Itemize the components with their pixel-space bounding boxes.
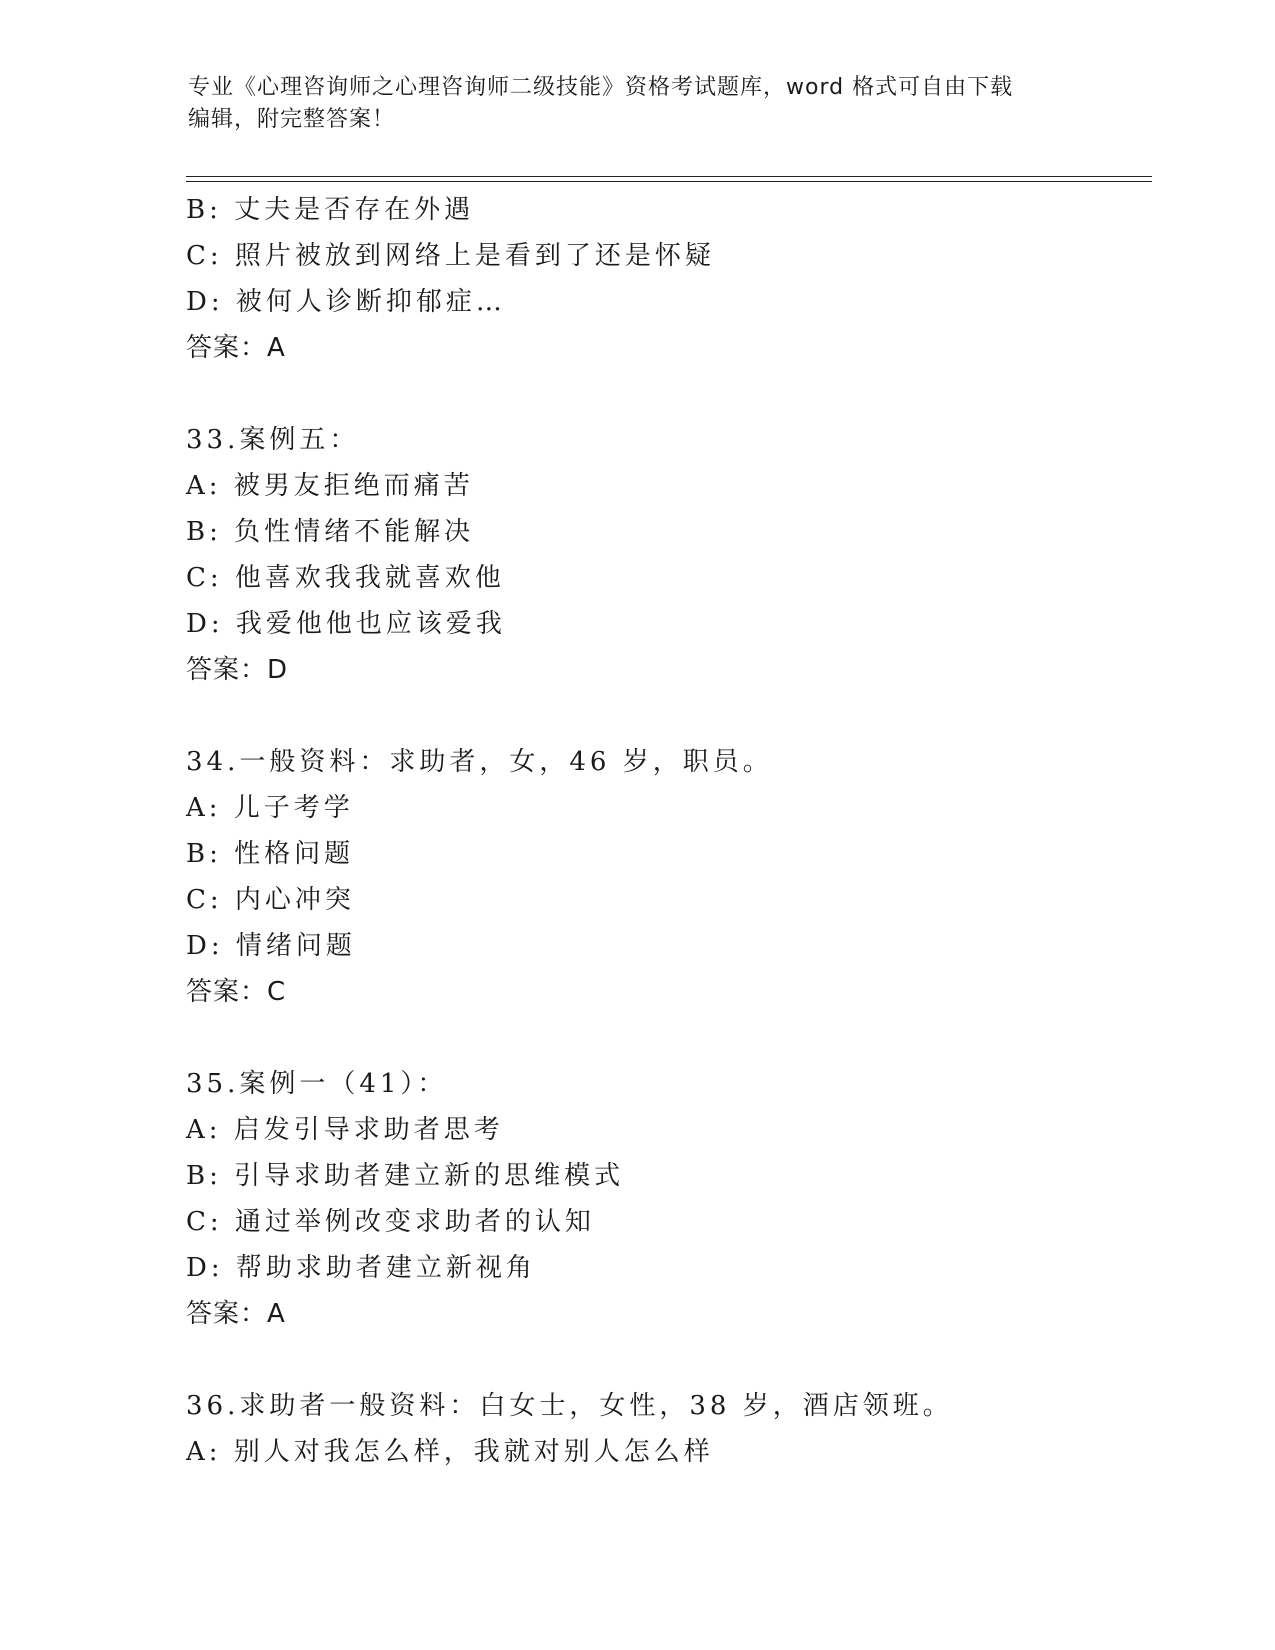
question-title-33: 33.案例五：: [186, 425, 360, 455]
question-title-35: 35.案例一（41）：: [186, 1069, 448, 1099]
spacer: [186, 1015, 1152, 1061]
option-b: B: 丈夫是否存在外遇: [186, 195, 475, 225]
answer-line: 答案：A: [186, 333, 286, 363]
option-c: C: 通过举例改变求助者的认知: [186, 1207, 595, 1237]
spacer: [186, 1337, 1152, 1383]
question-list: [186, 187, 1152, 1475]
header-line-2: 编辑，附完整答案！: [188, 107, 396, 132]
option-a: A: 儿子考学: [186, 793, 354, 823]
option-b: B: 负性情绪不能解决: [186, 517, 475, 547]
option-d: D: 我爱他他也应该爱我: [186, 609, 506, 639]
header-line-1: 专业《心理咨询师之心理咨询师二级技能》资格考试题库，word 格式可自由下载: [188, 75, 1014, 100]
question-title-34: 34.一般资料：求助者，女，46 岁，职员。: [186, 747, 773, 777]
option-a: A: 别人对我怎么样，我就对别人怎么样: [186, 1437, 714, 1467]
header-rule-bottom: [186, 181, 1152, 182]
option-c: C: 他喜欢我我就喜欢他: [186, 563, 505, 593]
option-d: D: 帮助求助者建立新视角: [186, 1253, 536, 1283]
option-d: D: 被何人诊断抑郁症…: [186, 287, 506, 317]
option-d: D: 情绪问题: [186, 931, 356, 961]
spacer: [186, 693, 1152, 739]
spacer: [186, 371, 1152, 417]
option-b: B: 引导求助者建立新的思维模式: [186, 1161, 625, 1191]
question-title-36: 36.求助者一般资料：白女士，女性，38 岁，酒店领班。: [186, 1391, 953, 1421]
option-a: A: 启发引导求助者思考: [186, 1115, 504, 1145]
answer-line: 答案：A: [186, 1299, 286, 1329]
header-rule-top: [186, 176, 1152, 177]
answer-line: 答案：C: [186, 977, 287, 1007]
option-b: B: 性格问题: [186, 839, 355, 869]
document-header: [188, 72, 1068, 136]
option-c: C: 照片被放到网络上是看到了还是怀疑: [186, 241, 715, 271]
option-a: A: 被男友拒绝而痛苦: [186, 471, 474, 501]
answer-line: 答案：D: [186, 655, 289, 685]
option-c: C: 内心冲突: [186, 885, 355, 915]
